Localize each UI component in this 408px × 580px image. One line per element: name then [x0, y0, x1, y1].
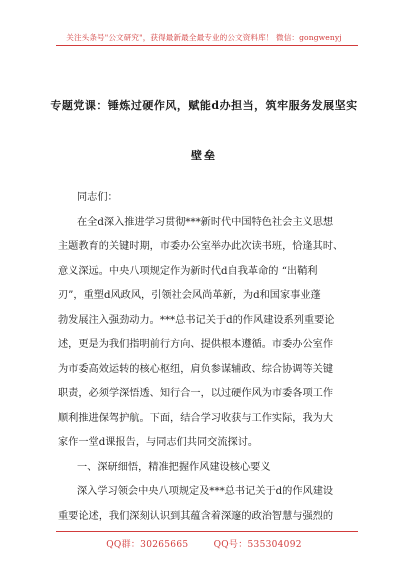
footer-divider [56, 531, 358, 532]
body-line: 勃发展注入强劲动力。***总书记关于d的作风建设系列重要论 [58, 314, 335, 326]
body-line: 职责，必须学深悟透、知行合一，以过硬作风为市委各项工作 [58, 388, 334, 399]
body-line: 深入学习领会中央八项规定及***总书记关于d的作风建设 [77, 486, 334, 497]
document-body [58, 186, 362, 529]
body-line: 重要论述，我们深刻认识到其蕴含着深邃的政治智慧与强烈的 [58, 510, 334, 522]
body-line: 意义深远。中央八项规定作为新时代d自我革命的 “出鞘利 [58, 265, 318, 277]
qq-number-text: QQ号：535304092 [213, 540, 302, 550]
qq-group-text: QQ群：30265665 [106, 540, 189, 550]
document-title-continued: 壁垒 [191, 149, 217, 162]
section-heading: 一、深研细悟，精准把握作风建设核心要义 [77, 461, 271, 473]
salutation: 同志们： [77, 192, 118, 203]
header-divider [56, 45, 358, 46]
body-line: 述，更是为我们指明前行方向、提供根本遵循。市委办公室作 [58, 339, 334, 350]
body-line: 主题教育的关键时期，市委办公室举办此次读书班，恰逢其时、 [58, 241, 344, 252]
document-title: 专题党课：锤炼过硬作风，赋能d办担当，筑牢服务发展坚实 [50, 99, 358, 112]
body-line: 家作一堂d课报告，与同志们共同交流探讨。 [58, 437, 259, 448]
body-line: 刃”，重塑d风政风，引领社会风尚革新，为d和国家事业蓬 [58, 290, 321, 301]
header-note: 关注头条号"公文研究"，获得最新最全最专业的公文资料库！ 微信：gongwenyj [66, 33, 342, 42]
body-line: 在全d深入推进学习贯彻***新时代中国特色社会主义思想 [77, 216, 334, 228]
body-line: 为市委高效运转的核心枢纽，肩负参谋辅政、综合协调等关键 [58, 363, 334, 375]
footer-contact [0, 537, 408, 550]
body-line: 顺利推进保驾护航。下面，结合学习收获与工作实际，我为大 [58, 412, 334, 424]
